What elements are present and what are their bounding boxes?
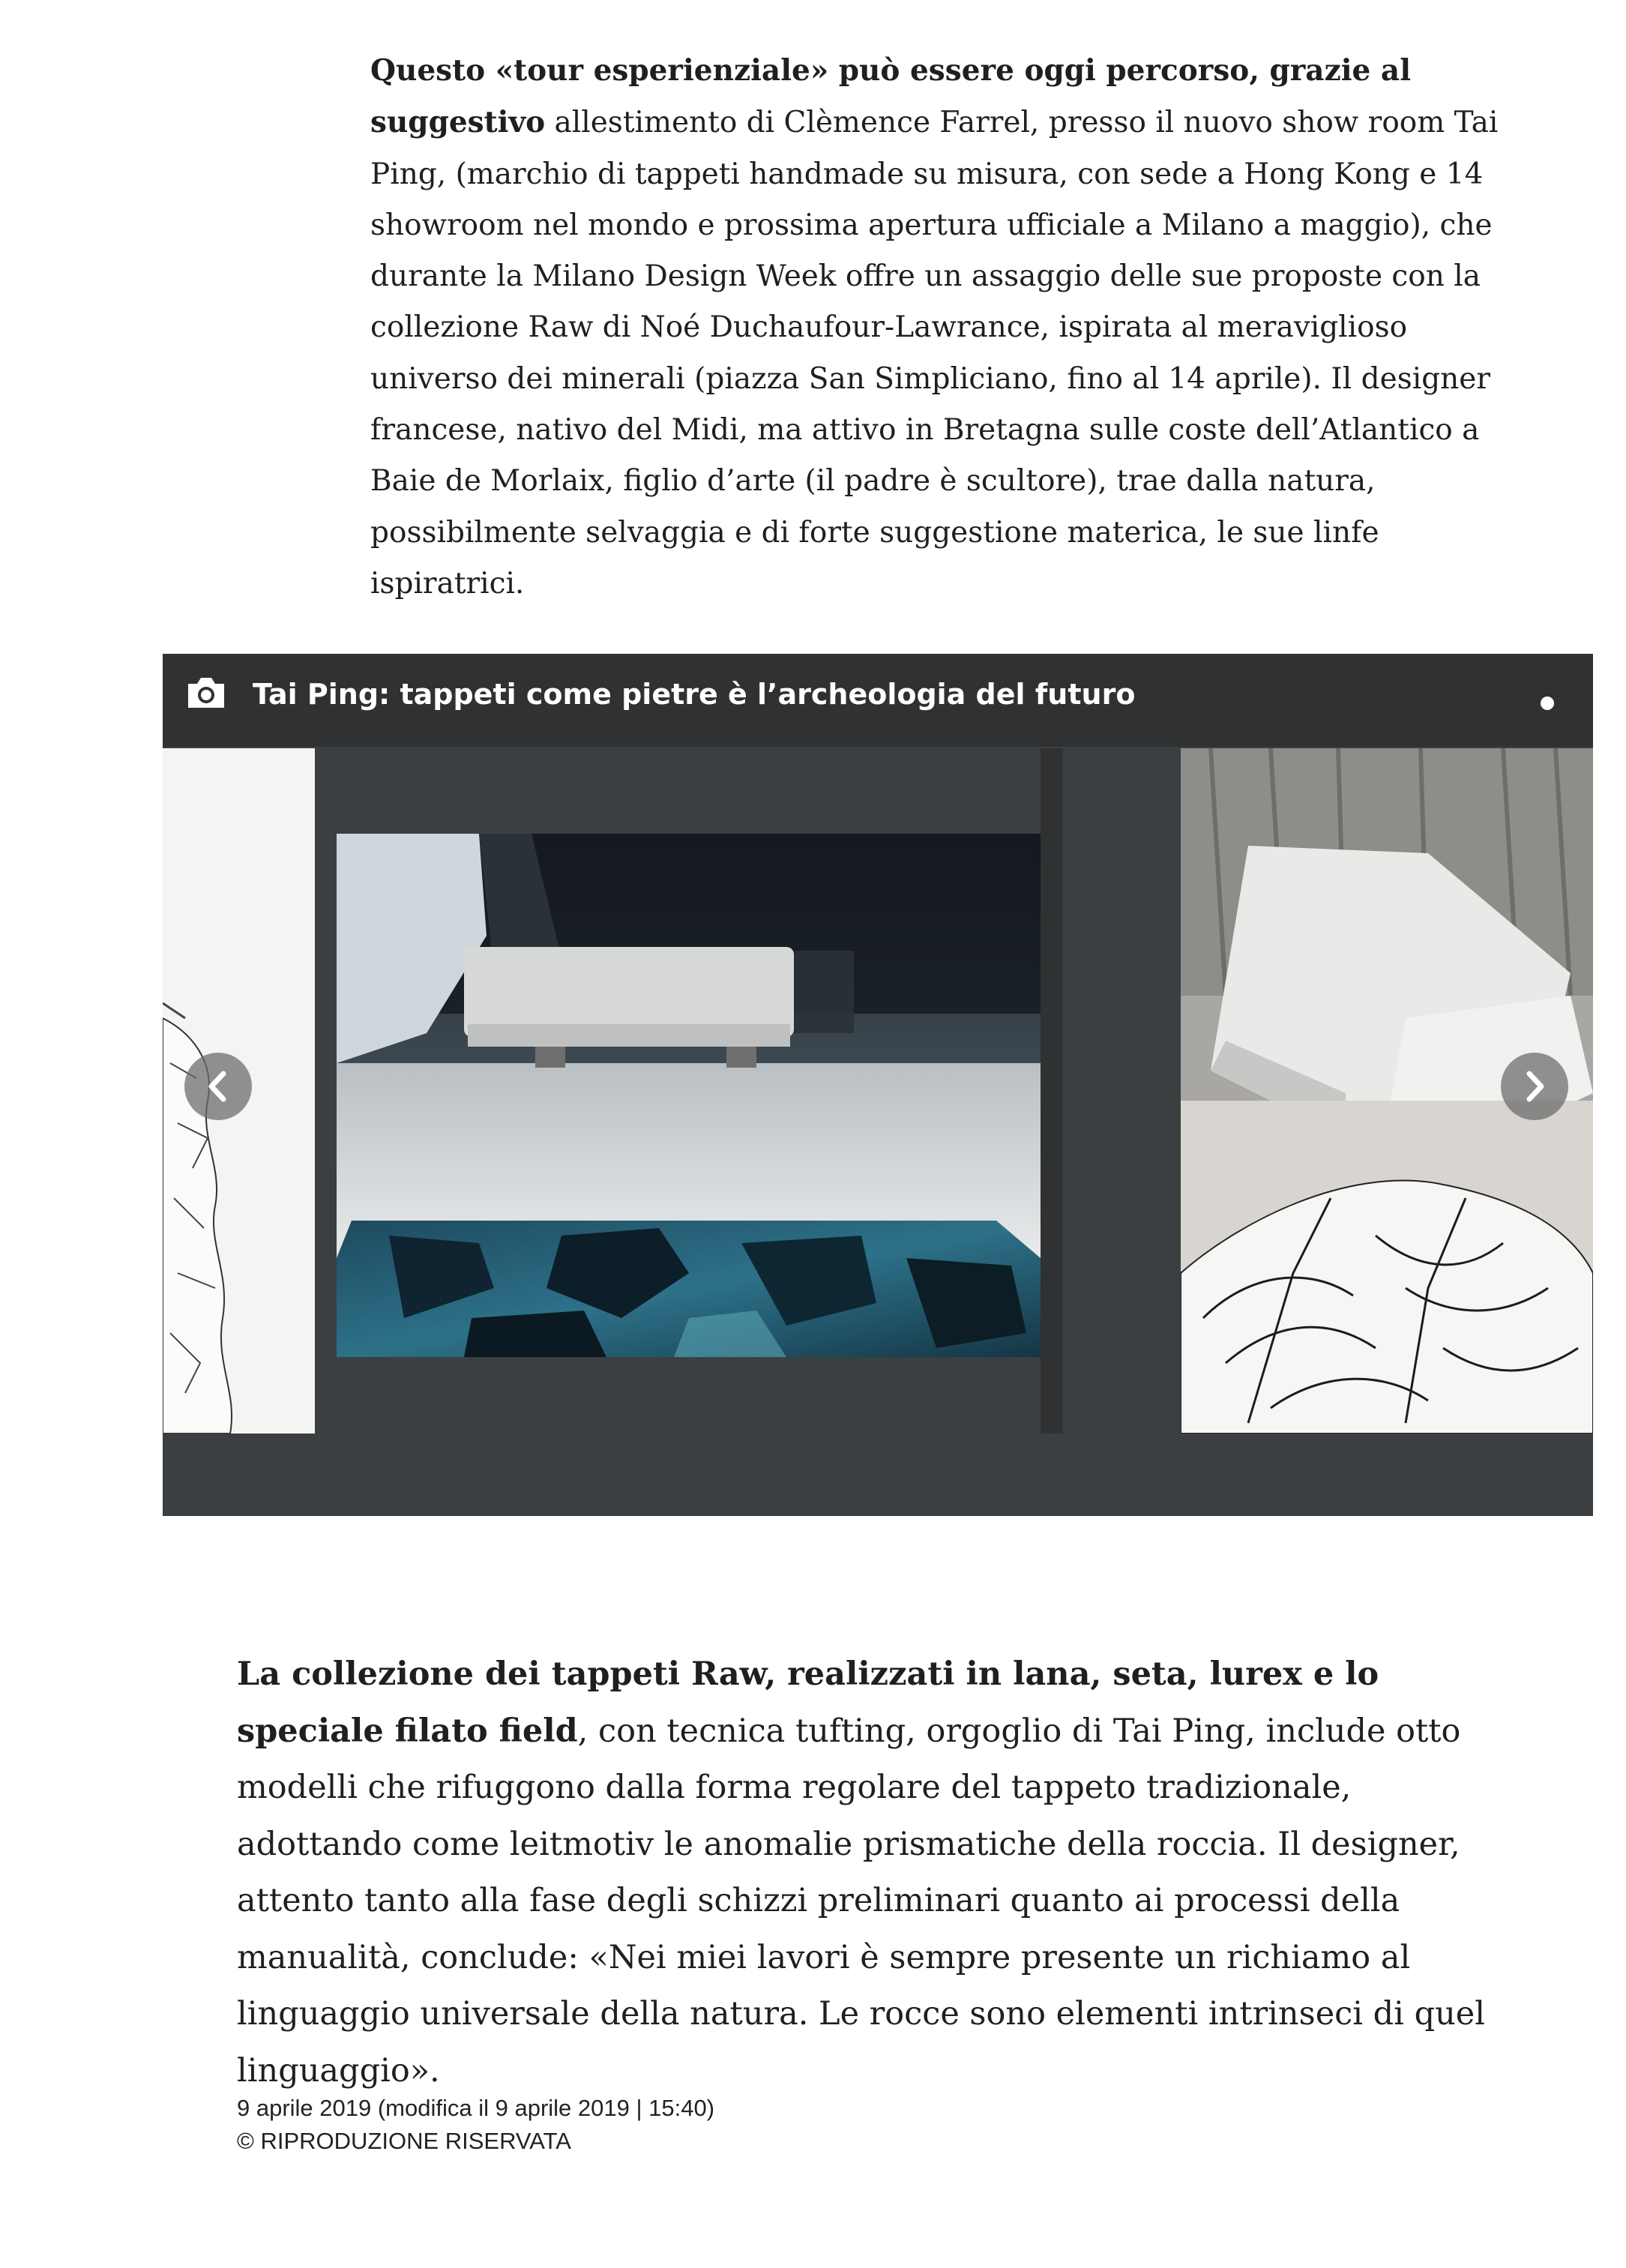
intro-lead: Questo «tour esperienziale» può essere oggi percorso, grazie al suggestivo: [370, 53, 1412, 140]
intro-paragraph: [370, 45, 1510, 610]
body-paragraph: [237, 1646, 1511, 2099]
gallery-page-dot[interactable]: [1541, 697, 1554, 710]
gallery-title: Tai Ping: tappeti come pietre è l’archeologia del futuro: [253, 678, 1136, 711]
rug-photo: [337, 748, 1041, 1434]
gallery-slide-current[interactable]: [337, 748, 1041, 1434]
article-meta: [237, 2092, 714, 2158]
photo-gallery: [163, 654, 1593, 1516]
gallery-next-button[interactable]: [1501, 1053, 1568, 1120]
body-text: , con tecnica tufting, orgoglio di Tai Ping, include otto modelli che rifuggono dalla forma regolare del tappeto tradizionale, adottando come leitmotiv le anomalie prismatiche della roccia. Il designer, attento tanto alla fase degli schizzi preliminari quanto ai processi della manualità, conclude: «Nei miei lavori è sempre presente un richiamo al linguaggio universale della natura. Le rocce sono elementi intrinseci di quel linguaggio».: [237, 1712, 1486, 2090]
chevron-left-icon: [184, 1053, 252, 1120]
camera-icon: [185, 675, 227, 711]
gallery-divider: [1041, 748, 1063, 1434]
gallery-prev-button[interactable]: [184, 1053, 252, 1120]
publish-date: 9 aprile 2019 (modifica il 9 aprile 2019 | 15:40): [237, 2095, 715, 2121]
chevron-right-icon: [1501, 1053, 1568, 1120]
copyright-notice: © RIPRODUZIONE RISERVATA: [237, 2128, 571, 2154]
gallery-header: [163, 654, 1593, 747]
gallery-slide-spacer: [1063, 748, 1169, 1434]
body-lead: La collezione dei tappeti Raw, realizzati in lana, seta, lurex e lo speciale filato field: [237, 1655, 1379, 1750]
intro-text: allestimento di Clèmence Farrel, presso il nuovo show room Tai Ping, (marchio di tappeti handmade su misura, con sede a Hong Kong e 14 showroom nel mondo e prossima apertura ufficiale a Milano a maggio), che durante la Milano Design Week offre un assaggio delle sue proposte con la collezione Raw di Noé Duchaufour-Lawrance, ispirata al meraviglioso universo dei minerali (piazza San Simpliciano, fino al 14 aprile). Il designer francese, nativo del Midi, ma attivo in Bretagna sulle coste dell’Atlantico a Baie de Morlaix, figlio d’arte (il padre è scultore), trae dalla natura, possibilmente selvaggia e di forte suggestione materica, le sue linfe ispiratrici.: [370, 106, 1499, 601]
